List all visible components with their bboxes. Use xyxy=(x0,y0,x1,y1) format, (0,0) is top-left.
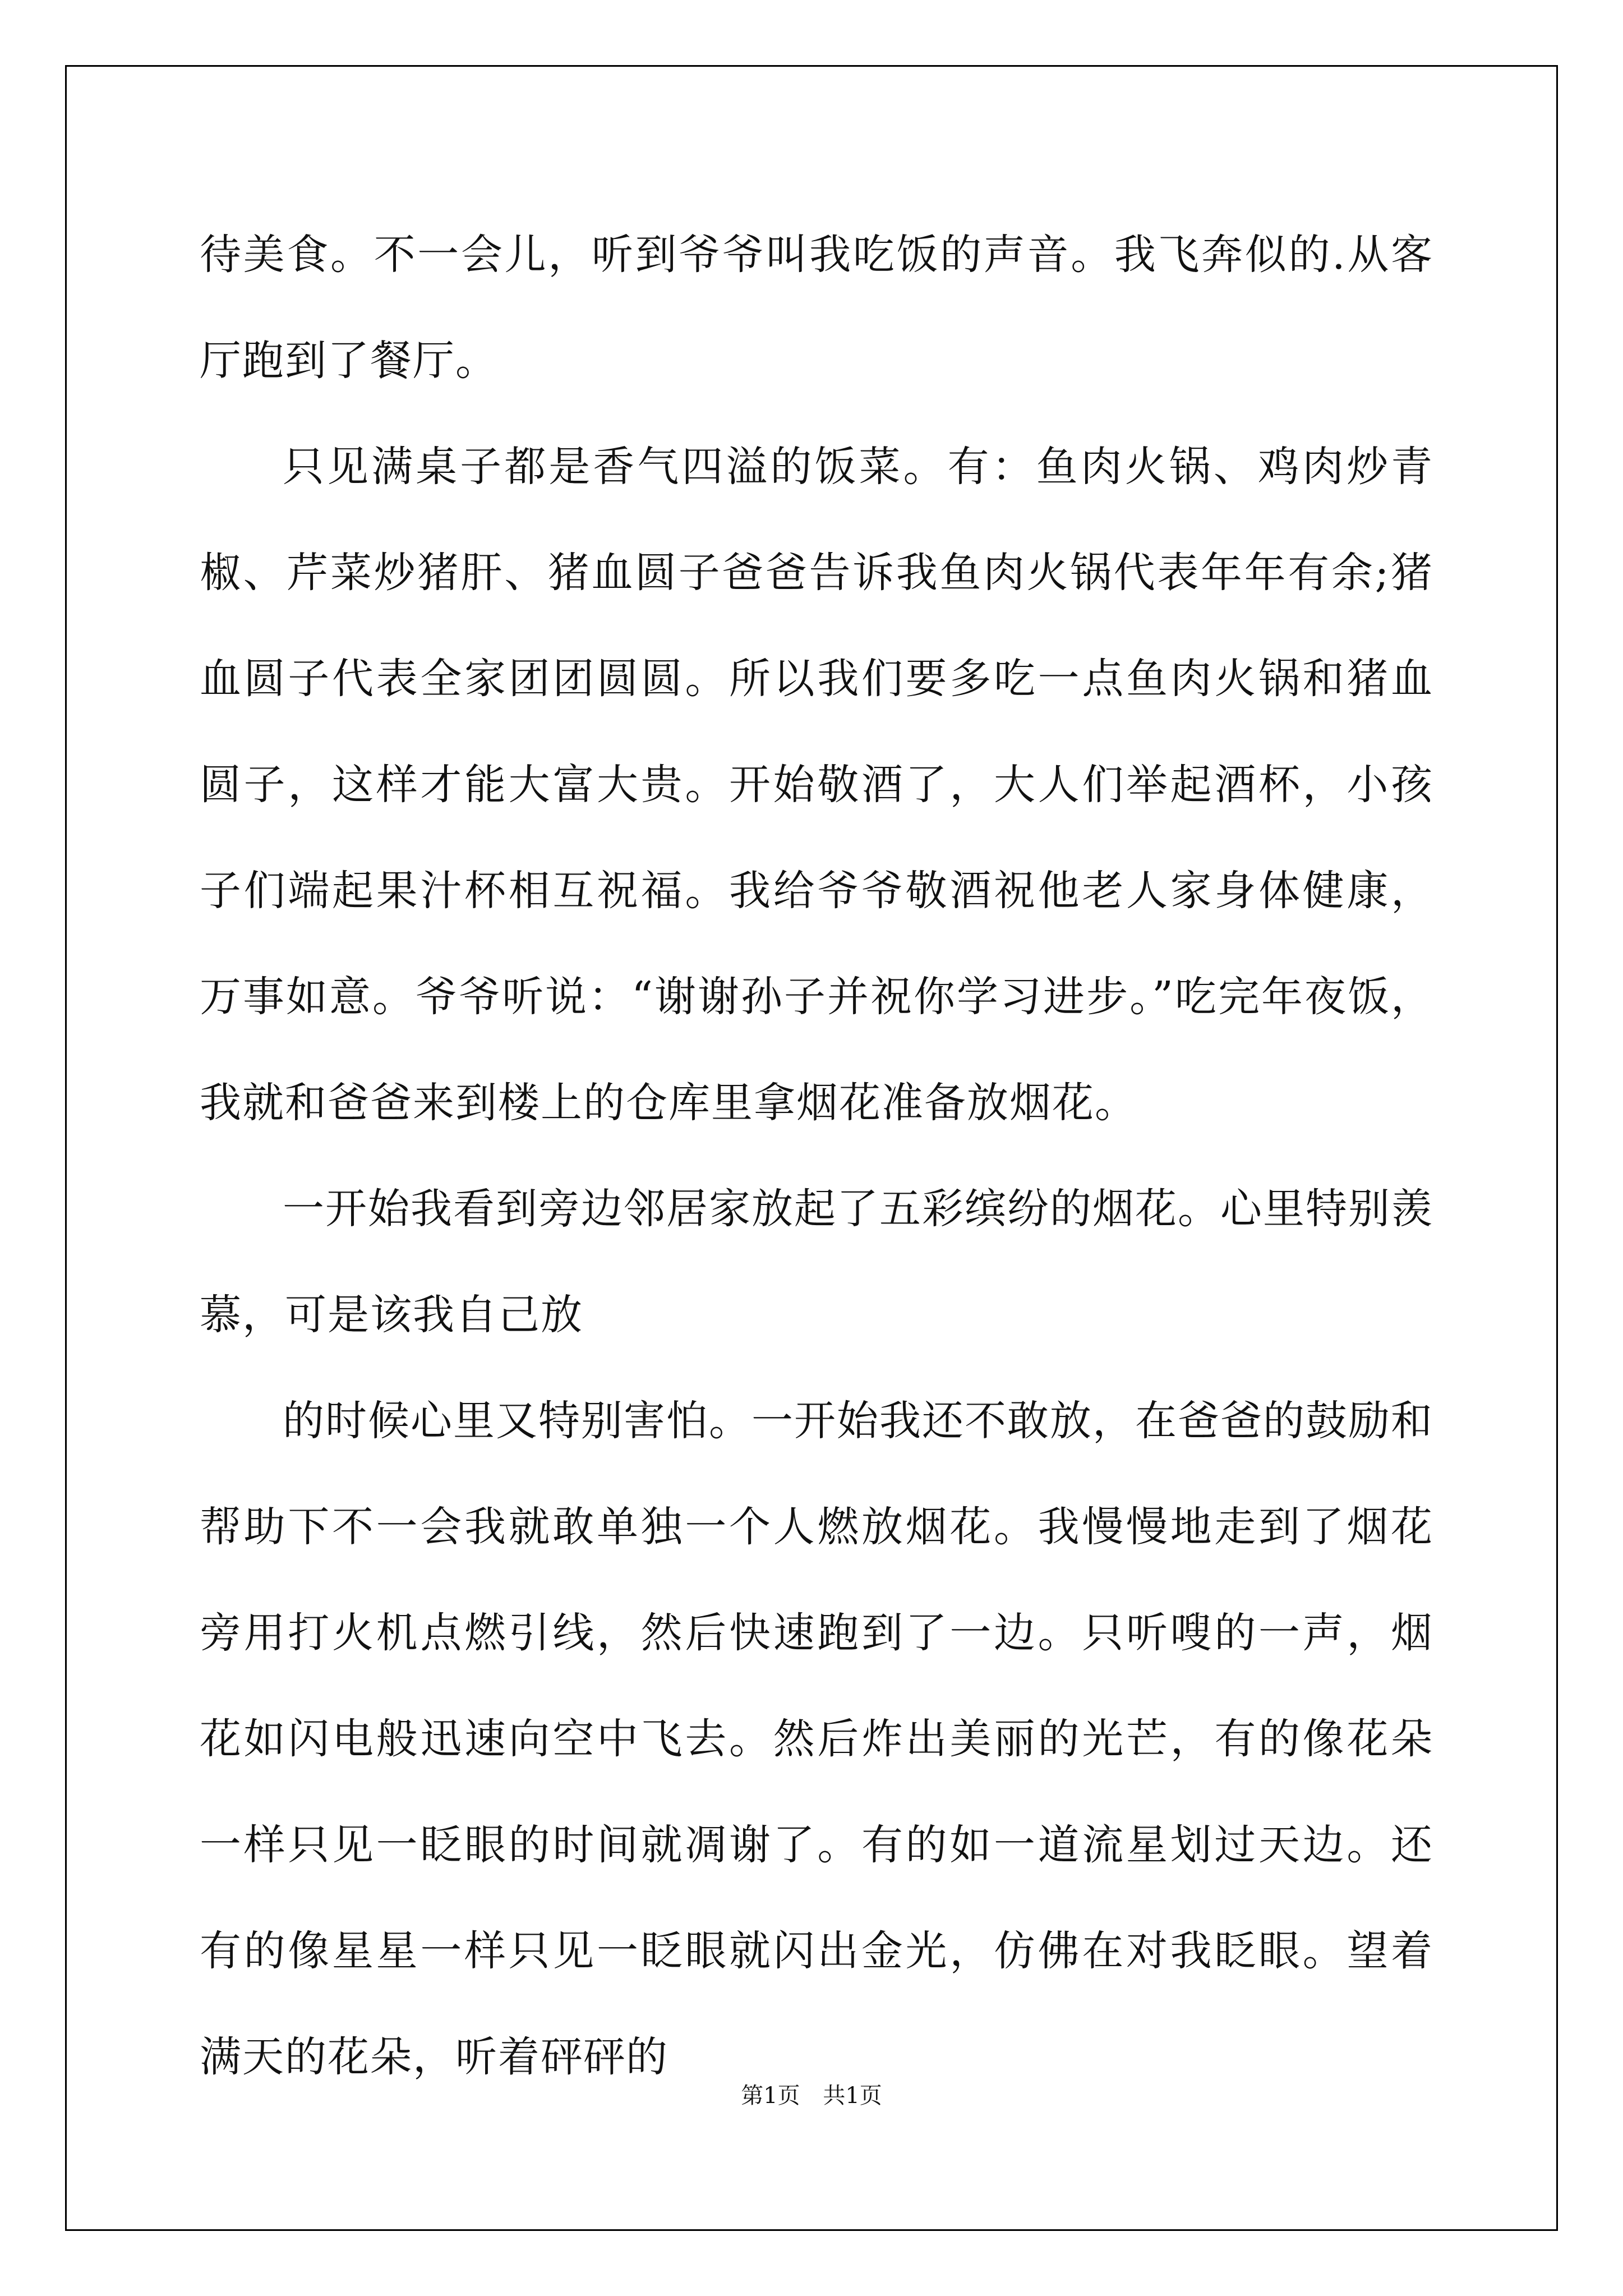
paragraph-2: 只见满桌子都是香气四溢的饭菜。有：鱼肉火锅、鸡肉炒青椒、芹菜炒猪肝、猪血圆子爸爸告诉我鱼肉火锅代表年年有余;猪血圆子代表全家团团圆圆。所以我们要多吃一点鱼肉火锅和猪血圆子，这样才能大富大贵。开始敬酒了，大人们举起酒杯，小孩子们端起果汁杯相互祝福。我给爷爷敬酒祝他老人家身体健康，万事如意。爷爷听说：“谢谢孙子并祝你学习进步。”吃完年夜饭，我就和爸爸来到楼上的仓库里拿烟花准备放烟花。 xyxy=(200,443,1433,1127)
page-number: 第1页 xyxy=(741,2083,800,2109)
page-footer xyxy=(0,2080,1623,2111)
paragraph-1: 待美食。不一会儿，听到爷爷叫我吃饭的声音。我飞奔似的.从客厅跑到了餐厅。 xyxy=(200,231,1433,385)
page-total: 共1页 xyxy=(823,2083,882,2109)
paragraph-4: 的时候心里又特别害怕。一开始我还不敢放，在爸爸的鼓励和帮助下不一会我就敢单独一个人燃放烟花。我慢慢地走到了烟花旁用打火机点燃引线，然后快速跑到了一边。只听嗖的一声，烟花如闪电般迅速向空中飞去。然后炸出美丽的光芒，有的像花朵一样只见一眨眼的时间就凋谢了。有的如一道流星划过天边。还有的像星星一样只见一眨眼就闪出金光，仿佛在对我眨眼。望着满天的花朵，听着砰砰的 xyxy=(200,1397,1433,2081)
document-body xyxy=(200,202,1433,2110)
paragraph-3: 一开始我看到旁边邻居家放起了五彩缤纷的烟花。心里特别羡慕，可是该我自己放 xyxy=(200,1185,1433,1339)
